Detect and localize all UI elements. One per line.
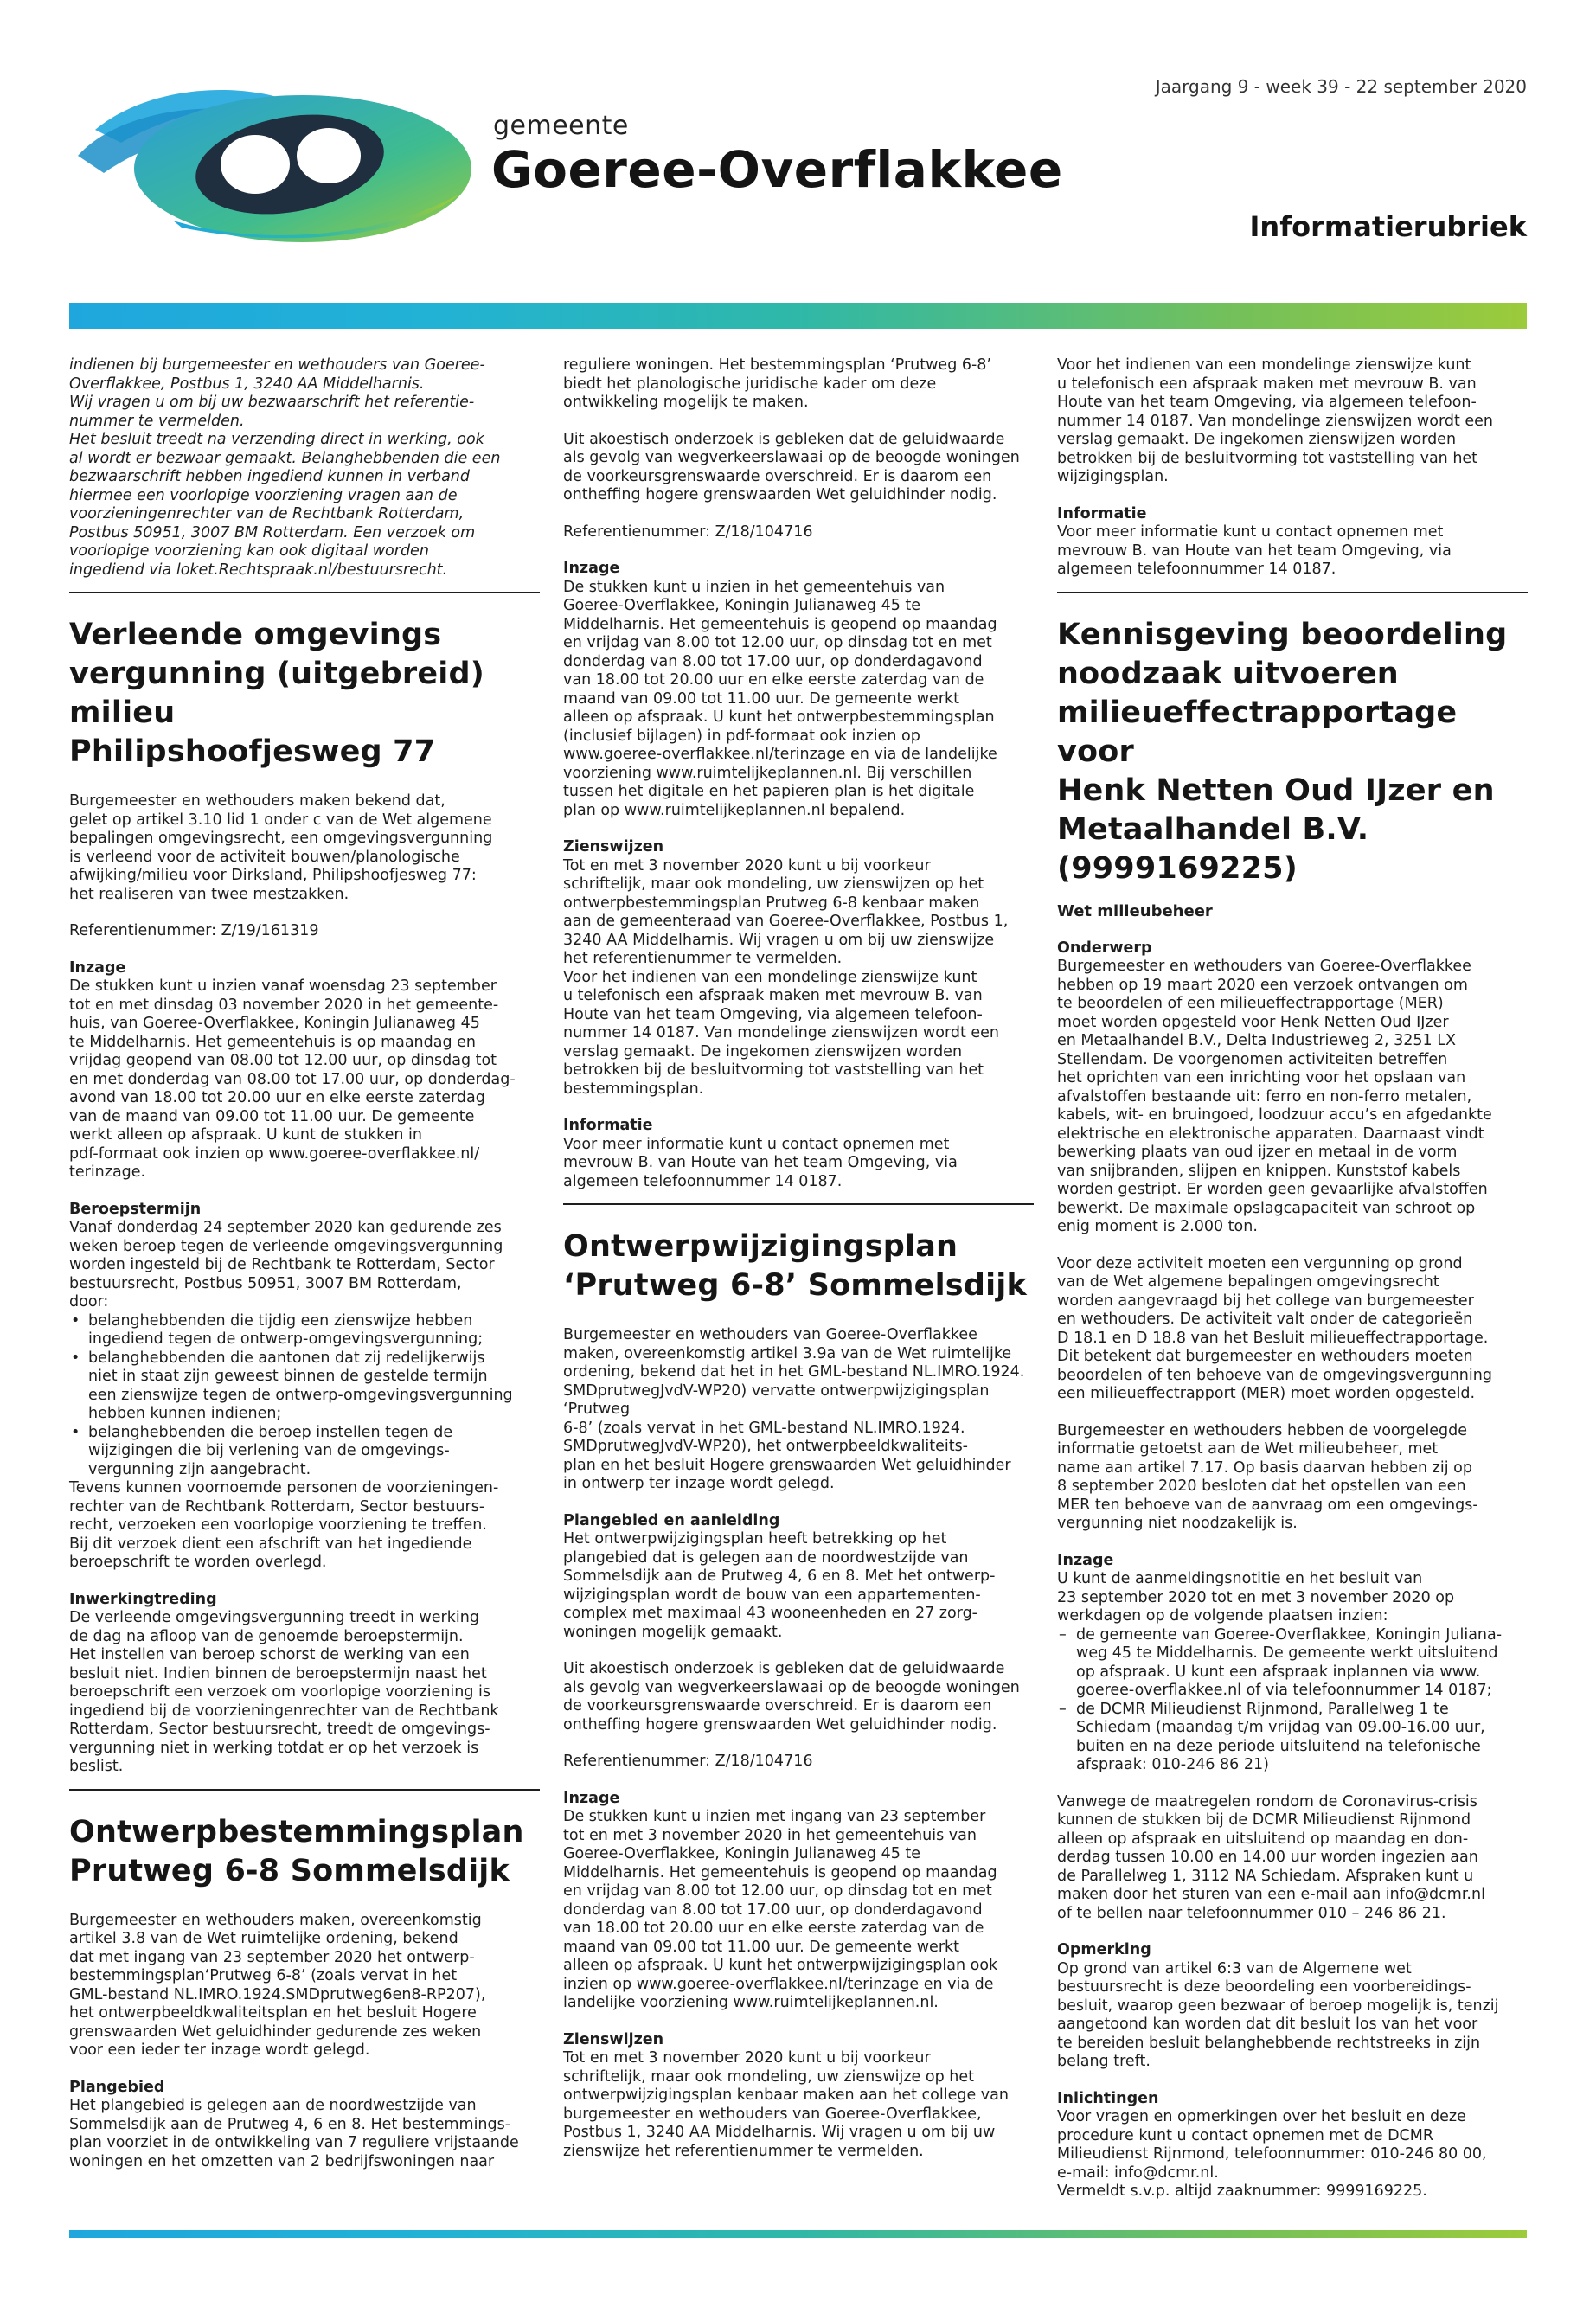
text-line: voorlopige voorziening kan ook digitaal worden (69, 542, 429, 560)
paragraph (1057, 1422, 1528, 1534)
text-line: van de Wet algemene bepalingen omgevingsrecht (1057, 1273, 1439, 1291)
subheading-plangebied: Plangebied (69, 2078, 165, 2096)
text-line: Schiedam (maandag t/m vrijdag van 09.00-16.00 uur, (1076, 1719, 1485, 1736)
article-heading (563, 1227, 1034, 1305)
article-heading (69, 616, 540, 772)
text-line: te Middelharnis. Het gemeentehuis is op maandag en (69, 1033, 477, 1051)
text-line: www.goeree-overflakkee.nl/terinzage en via de landelijke (563, 746, 997, 763)
text-line: rechter van de Rechtbank Rotterdam, Sector bestuurs- (69, 1497, 485, 1516)
subheading-beroepstermijn: Beroepstermijn (69, 1200, 202, 1218)
article-body (69, 1912, 540, 2061)
dash-marker: – (1059, 1625, 1067, 1644)
text-line: woningen mogelijk gemaakt. (563, 1623, 783, 1641)
text-line: Uit akoestisch onderzoek is gebleken dat de geluidwaarde (563, 1660, 1005, 1677)
text-line: ingediend via loket.Rechtspraak.nl/bestuursrecht. (69, 561, 448, 579)
text-line: kabels, wit- en bruingoed, loodzuur accu’s en afgedankte (1057, 1106, 1492, 1124)
text-line: ontheffing hogere grenswaarden Wet geluidhinder nodig. (563, 1715, 997, 1734)
text-line: buiten en na deze periode uitsluitend na telefonische (1076, 1737, 1481, 1755)
reference-number: Referentienummer: Z/18/104716 (563, 1753, 813, 1770)
text-line: een zienswijze tegen de ontwerp-omgevingsvergunning (88, 1386, 513, 1404)
text-line: plan op www.ruimtelijkeplannen.nl bepalend. (563, 801, 906, 819)
text-line: tot en met dinsdag 03 november 2020 in het gemeente- (69, 996, 499, 1014)
text-line: ‘Prutweg 6-8’ Sommelsdijk (563, 1268, 1027, 1303)
text-line: aangetoond kan worden dat dit besluit los van het voor (1057, 2016, 1478, 2033)
text-line: tot en met 3 november 2020 in het gemeentehuis van (563, 1826, 977, 1844)
section-title: Informatierubriek (1249, 210, 1527, 243)
subheading-plangebied: Plangebied en aanleiding (563, 1511, 780, 1529)
text-line: Burgemeester en wethouders van Goeree-Overflakkee (563, 1326, 977, 1343)
text-line: indienen bij burgemeester en wethouders van Goeree- (69, 356, 485, 374)
text-line: bestuursrecht, Postbus 50951, 3007 BM Rotterdam, (69, 1274, 462, 1292)
column-2 (563, 356, 1034, 2161)
text-line: Philipshoofjesweg 77 (69, 734, 436, 769)
text-line: u telefonisch een afspraak maken met mevrouw B. van (563, 987, 983, 1004)
text-line: zienswijze het referentienummer te vermelden. (563, 2142, 924, 2160)
text-line: belanghebbenden die aantonen dat zij redelijkerwijs (88, 1349, 485, 1367)
text-line: Voor meer informatie kunt u contact opnemen met (563, 1135, 950, 1153)
text-line: Tot en met 3 november 2020 kunt u bij voorkeur (563, 2049, 931, 2067)
text-line: 3240 AA Middelharnis. Wij vragen u om bij uw zienswijze (563, 931, 995, 949)
text-line: te beoordelen of een milieueffectrapportage (MER) (1057, 995, 1444, 1012)
text-line: werkt alleen op afspraak. U kunt de stukken in (69, 1126, 422, 1144)
opmerking-text (1057, 1960, 1528, 2072)
list-item (69, 1424, 540, 1480)
article-body (563, 1326, 1034, 1494)
subheading-zienswijzen: Zienswijzen (563, 838, 664, 856)
inzage-text (563, 579, 1034, 821)
text-line: 8 september 2020 besloten dat het opstellen van een (1057, 1477, 1466, 1495)
text-line: ingediend bij de voorzieningenrechter van de Rechtbank (69, 1702, 499, 1720)
text-line: beslist. (69, 1758, 124, 1775)
text-line: Rotterdam, Sector bestuursrecht, treedt de omgevings- (69, 1721, 490, 1738)
text-line: bestuursrecht is deze beoordeling een voorbereidings- (1057, 1978, 1471, 1996)
text-line: Middelharnis. Het gemeentehuis is geopend op maandag (563, 1863, 997, 1881)
intro-text (69, 356, 540, 580)
text-line: maken, overeenkomstig artikel 3.9a van de Wet ruimtelijke (563, 1344, 1012, 1362)
text-line: Burgemeester en wethouders maken, overeenkomstig (69, 1911, 482, 1929)
text-line: ontwerpbestemmingsplan Prutweg 6-8 kenbaar maken (563, 894, 980, 912)
text-line: al wordt er bezwaar gemaakt. Belanghebbenden die een (69, 449, 501, 467)
text-line: Burgemeester en wethouders maken bekend dat, (69, 792, 445, 810)
text-line: Voor het indienen van een mondelinge zienswijze kunt (563, 968, 977, 986)
text-line: (inclusief bijlagen) in pdf-formaat ook inzien op (563, 727, 920, 745)
text-line: Metaalhandel B.V. (9999169225) (1057, 811, 1369, 886)
text-line: U kunt de aanmeldingsnotitie en het besluit van (1057, 1570, 1423, 1587)
text-line: het ontwerpbeeldkwaliteitsplan en het besluit Hogere (69, 2004, 477, 2022)
text-line: en vrijdag van 8.00 tot 12.00 uur, op dinsdag tot en met (563, 634, 992, 651)
text-line: hebben op 19 maart 2020 een verzoek ontvangen om (1057, 976, 1468, 994)
text-line: SMDprutwegJvdV-WP20) vervatte ontwerpwijzigingsplan ‘Prutweg (563, 1381, 990, 1418)
dash-marker: – (1059, 1700, 1067, 1718)
text-line: derdag tussen 10.00 en 14.00 uur worden ingezien aan (1057, 1849, 1478, 1866)
article-subtitle: Wet milieubeheer (1057, 901, 1213, 920)
text-line: u telefonisch een afspraak maken met mevrouw B. van (1057, 375, 1477, 393)
text-line: van 18.00 tot 20.00 uur en elke eerste zaterdag van de (563, 671, 984, 689)
bullet-marker: • (71, 1349, 80, 1367)
text-line: Dit betekent dat burgemeester en wethouders moeten (1057, 1348, 1473, 1365)
text-line: de DCMR Milieudienst Rijnmond, Parallelweg 1 te (1076, 1700, 1449, 1718)
text-line: Voor het indienen van een mondelinge zienswijze kunt (1057, 356, 1471, 374)
text-line: algemeen telefoonnummer 14 0187. (563, 1172, 843, 1190)
text-line: SMDprutwegJvdV-WP20), het ontwerpbeeldkwaliteits- (563, 1438, 968, 1455)
inzage-text (1057, 1570, 1528, 1626)
text-line: 6-8’ (zoals vervat in het GML-bestand NL.IMRO.1924. (563, 1419, 965, 1437)
text-line: Vermeldt s.v.p. altijd zaaknummer: 9999169225. (1057, 2182, 1427, 2200)
text-line: belanghebbenden die beroep instellen tegen de (88, 1423, 453, 1441)
plangebied-text (69, 2097, 540, 2171)
text-line: landelijke voorziening www.ruimtelijkeplannen.nl. (563, 1994, 939, 2011)
text-line: Uit akoestisch onderzoek is gebleken dat de geluidwaarde (563, 430, 1005, 448)
bullet-marker: • (71, 1423, 80, 1441)
text-line: Burgemeester en wethouders van Goeree-Overflakkee (1057, 958, 1471, 975)
zienswijzen-text (563, 857, 1034, 1099)
subheading-inzage: Inzage (69, 958, 126, 977)
text-line: en Metaalhandel B.V., Delta Industrieweg 2, 3251 LX (1057, 1032, 1456, 1049)
text-line: schriftelijk, maar ook mondeling, uw zienswijzen op het (563, 875, 984, 893)
text-line: op afspraak. U kunt een afspraak inplannen via www. (1076, 1663, 1481, 1681)
text-line: Middelharnis. Het gemeentehuis is geopend op maandag (563, 615, 997, 633)
text-line: alleen op afspraak. U kunt het ontwerpbestemmingsplan (563, 708, 995, 726)
text-line: nummer 14 0187. Van mondelinge zienswijzen wordt een (563, 1024, 999, 1042)
text-line: informatie getoetst aan de Wet milieubeheer, met (1057, 1440, 1439, 1458)
text-line: ingediend tegen de ontwerp-omgevingsvergunning; (88, 1330, 484, 1348)
text-line: Het besluit treedt na verzending direct in werking, ook (69, 431, 484, 448)
text-line: besluit niet. Indien binnen de beroepstermijn naast het (69, 1664, 487, 1682)
text-line: pdf-formaat ook inzien op www.goeree-overflakkee.nl/ (69, 1144, 480, 1163)
noise-text (563, 1660, 1034, 1734)
text-line: huis, van Goeree-Overflakkee, Koningin Julianaweg 45 (69, 1015, 480, 1032)
text-line: Voor vragen en opmerkingen over het besluit en deze (1057, 2108, 1466, 2125)
text-line: Op grond van artikel 6:3 van de Algemene wet (1057, 1959, 1412, 1977)
text-line: GML-bestand NL.IMRO.1924.SMDprutweg6en8-RP207), (69, 1985, 486, 2003)
text-line: Goeree-Overflakkee, Koningin Julianaweg 45 te (563, 597, 921, 614)
text-line: een milieueffectrapport (MER) moet worden opgesteld. (1057, 1385, 1476, 1402)
text-line: plan en het besluit Hogere grenswaarden Wet geluidhinder (563, 1456, 1011, 1474)
text-line: verslag gemaakt. De ingekomen zienswijzen worden (1057, 431, 1457, 448)
text-line: maken door het sturen van een e-mail aan info@dcmr.nl (1057, 1886, 1485, 1903)
text-line: als gevolg van wegverkeerslawaai op de beoogde woningen (563, 1678, 1020, 1696)
municipality-logo (69, 74, 484, 251)
text-line: de dag na afloop van de genoemde beroepstermijn. (69, 1627, 464, 1645)
text-line: Postbus 1, 3240 AA Middelharnis. Wij vragen u om bij uw (563, 2124, 996, 2141)
text-line: of te bellen naar telefoonnummer 010 – 246 86 21. (1057, 1904, 1446, 1922)
list-item (1057, 1701, 1528, 1775)
text-line: bestemmingsplan. (563, 1080, 704, 1098)
text-line: Bij dit verzoek dient een afschrift van het ingediende (69, 1535, 472, 1553)
text-line: avond van 18.00 tot 20.00 uur en elke eerste zaterdag (69, 1089, 485, 1106)
text-line: de voorkeursgrenswaarde overschreid. Er is daarom een (563, 1697, 992, 1715)
text-line: Kennisgeving beoordeling (1057, 617, 1508, 652)
noise-text (563, 431, 1034, 505)
text-line: als gevolg van wegverkeerslawaai op de beoogde woningen (563, 449, 1020, 466)
text-line: afvalstoffen bestaande uit: ferro en non-ferro metalen, (1057, 1087, 1472, 1106)
text-line: schriftelijk, maar ook mondeling, uw zienswijze op het (563, 2067, 974, 2086)
text-line: Het ontwerpwijzigingsplan heeft betrekking op het (563, 1530, 947, 1548)
text-line: artikel 3.8 van de Wet ruimtelijke ordening, bekend (69, 1930, 458, 1947)
text-line: De stukken kunt u inzien met ingang van 23 september (563, 1808, 986, 1825)
informatie-text (1057, 523, 1528, 580)
article-heading (1057, 616, 1528, 888)
text-line: Tevens kunnen voornoemde personen de voorzieningen- (69, 1479, 499, 1497)
text-line: Goeree-Overflakkee, Koningin Julianaweg 45 te (563, 1845, 921, 1862)
text-line: niet in staat zijn geweest binnen de gestelde termijn (88, 1368, 488, 1385)
text-line: alleen op afspraak. U kunt het ontwerpwijzigingsplan ook (563, 1957, 998, 1974)
text-line: Sommelsdijk aan de Prutweg 4, 6 en 8. Met het ontwerp- (563, 1567, 996, 1585)
reference-number: Referentienummer: Z/19/161319 (69, 922, 319, 939)
list-item (1057, 1626, 1528, 1701)
text-line: weg 45 te Middelharnis. De gemeente werkt uitsluitend (1076, 1644, 1498, 1662)
text-line: Sommelsdijk aan de Prutweg 4, 6 en 8. Het bestemmings- (69, 2115, 511, 2133)
subheading-inzage: Inzage (1057, 1551, 1114, 1569)
text-line: de gemeente van Goeree-Overflakkee, Koningin Juliana- (1076, 1625, 1503, 1644)
text-line: het oprichten van een inrichting voor het opslaan van (1057, 1069, 1466, 1086)
continued-text (1057, 356, 1528, 487)
article-mer-beoordeling (1057, 593, 1528, 2202)
text-line: Voor meer informatie kunt u contact opnemen met (1057, 523, 1444, 541)
article-body (69, 792, 540, 904)
text-line: donderdag van 8.00 tot 17.00 uur, op donderdagavond (563, 652, 983, 670)
text-line: Burgemeester en wethouders hebben de voorgelegde (1057, 1421, 1468, 1439)
text-line: vergunning (uitgebreid) milieu (69, 657, 484, 730)
text-line: belanghebbenden die tijdig een zienswijze hebben (88, 1311, 473, 1330)
text-line: donderdag van 8.00 tot 17.00 uur, op donderdagavond (563, 1900, 983, 1919)
paragraph (1057, 1255, 1528, 1404)
list-item (69, 1349, 540, 1424)
text-line: beroepschrift te worden overlegd. (69, 1554, 327, 1571)
text-line: burgemeester en wethouders van Goeree-Overflakkee, (563, 2105, 982, 2123)
plangebied-text (563, 1530, 1034, 1642)
beroep-text (69, 1219, 540, 1312)
text-line: het referentienummer te vermelden. (563, 950, 843, 967)
text-line: ontheffing hogere grenswaarden Wet geluidhinder nodig. (563, 486, 997, 503)
text-line: Vanwege de maatregelen rondom de Coronavirus-crisis (1057, 1792, 1477, 1811)
column-1 (69, 356, 540, 2171)
text-line: wijzigingen die bij verlening van de omgevings- (88, 1442, 450, 1459)
reference-number: Referentienummer: Z/18/104716 (563, 522, 813, 541)
text-line: biedt het planologische juridische kader om deze (563, 375, 937, 393)
text-line: van de maand van 09.00 tot 11.00 uur. De gemeente (69, 1107, 475, 1125)
text-line: plangebied dat is gelegen aan de noordwestzijde van (563, 1548, 969, 1567)
text-line: voorziening www.ruimtelijkeplannen.nl. Bij verschillen (563, 764, 972, 782)
text-line: bewerking plaats van oud ijzer en metaal in de vorm (1057, 1144, 1458, 1161)
text-line: algemeen telefoonnummer 14 0187. (1057, 561, 1336, 578)
text-line: ontwikkeling mogelijk te maken. (563, 394, 809, 411)
text-line: voorzieningenrechter van de Rechtbank Rotterdam, (69, 505, 465, 522)
text-line: vergunning niet in werking totdat er op het verzoek is (69, 1739, 479, 1757)
text-line: hebben kunnen indienen; (88, 1405, 282, 1422)
text-line: e-mail: info@dcmr.nl. (1057, 2163, 1219, 2182)
text-line: goeree-overflakkee.nl of via telefoonnummer 14 0187; (1076, 1682, 1492, 1699)
text-line: gelet op artikel 3.10 lid 1 onder c van de Wet algemene (69, 811, 492, 829)
text-line: bepalingen omgevingsrecht, een omgevingsvergunning (69, 830, 493, 847)
text-line: inzien op www.goeree-overflakkee.nl/terinzage en via de (563, 1975, 994, 1993)
municipality-name: Goeree-Overflakkee (491, 140, 1063, 199)
text-line: Vanaf donderdag 24 september 2020 kan gedurende zes (69, 1219, 502, 1236)
text-line: vergunning zijn aangebracht. (88, 1460, 311, 1478)
text-line: alleen op afspraak en uitsluitend op maandag en don- (1057, 1830, 1469, 1848)
text-line: Overflakkee, Postbus 1, 3240 AA Middelharnis. (69, 375, 425, 393)
text-line: De stukken kunt u inzien in het gemeentehuis van (563, 578, 945, 596)
text-line: betrokken bij de besluitvorming tot vaststelling van het (1057, 449, 1478, 467)
informatie-text (563, 1136, 1034, 1192)
text-line: Houte van het team Omgeving, via algemeen telefoon- (563, 1005, 983, 1023)
text-line: Het plangebied is gelegen aan de noordwestzijde van (69, 2097, 477, 2114)
text-line: elektrische en elektronische apparaten. Daarnaast vindt (1057, 1125, 1484, 1143)
text-line: hiermee een voorlopige voorziening vragen aan de (69, 486, 458, 504)
text-line: woningen en het omzetten van 2 bedrijfswoningen naar (69, 2152, 495, 2170)
text-line: name aan artikel 7.17. Op basis daarvan hebben zij op (1057, 1458, 1472, 1477)
issue-date-line: Jaargang 9 - week 39 - 22 september 2020 (1155, 76, 1527, 97)
text-line: bezwaarschrift hebben ingediend kunnen in verband (69, 468, 471, 485)
text-line: milieueffectrapportage voor (1057, 695, 1458, 769)
article-omgevingsvergunning (69, 593, 540, 1777)
bullet-marker: • (71, 1311, 80, 1330)
text-line: Ontwerpbestemmingsplan (69, 1814, 524, 1849)
text-line: moet worden opgesteld voor Henk Netten Oud IJzer (1057, 1013, 1449, 1031)
text-line: procedure kunt u contact opnemen met de DCMR (1057, 2126, 1434, 2144)
text-line: Postbus 50951, 3007 BM Rotterdam. Een verzoek om (69, 523, 476, 542)
corona-text (1057, 1793, 1528, 1924)
header-gradient-bar (69, 303, 1527, 329)
text-line: plan voorziet in de ontwikkeling van 7 reguliere vrijstaande (69, 2134, 519, 2151)
text-line: De stukken kunt u inzien vanaf woensdag 23 september (69, 977, 497, 995)
text-line: afwijking/milieu voor Dirksland, Philipshoofjesweg 77: (69, 867, 477, 884)
text-line: Henk Netten Oud IJzer en (1057, 772, 1495, 808)
list-item (69, 1312, 540, 1349)
text-line: MER ten behoeve van de aanvraag om een omgevings- (1057, 1496, 1478, 1514)
text-line: maand van 09.00 tot 11.00 uur. De gemeente werkt (563, 1938, 960, 1956)
text-line: tussen het digitale en het papieren plan is het digitale (563, 783, 975, 800)
text-line: de voorkeursgrenswaarde overschreid. Er is daarom een (563, 467, 992, 485)
text-line: worden ingesteld bij de Rechtbank te Rotterdam, Sector (69, 1256, 495, 1273)
text-line: Wij vragen u om bij uw bezwaarschrift het referentie- (69, 394, 475, 411)
text-line: noodzaak uitvoeren (1057, 656, 1399, 691)
text-line: voor een ieder ter inzage wordt gelegd. (69, 2041, 370, 2059)
inzage-locations-list (1057, 1626, 1528, 1775)
onderwerp-text (1057, 958, 1528, 1237)
text-line: nummer te vermelden. (69, 412, 245, 430)
text-line: Verleende omgevings (69, 618, 442, 652)
text-line: wijzigingsplan wordt de bouw van een appartementen- (563, 1586, 981, 1604)
inzage-text (563, 1808, 1034, 2013)
text-line: kunnen de stukken bij de DCMR Milieudienst Rijnmond (1057, 1811, 1471, 1829)
inlichtingen-text (1057, 2108, 1528, 2202)
zienswijzen-text (563, 2049, 1034, 2161)
text-line: 23 september 2020 tot en met 3 november 2020 op (1057, 1588, 1455, 1606)
text-line: complex met maximaal 43 wooneenheden en 27 zorg- (563, 1605, 977, 1622)
inwerking-text (69, 1609, 540, 1777)
continued-text (563, 356, 1034, 413)
subheading-onderwerp: Onderwerp (1057, 939, 1152, 957)
text-line: beroepschrift een verzoek om voorlopige voorziening is (69, 1683, 491, 1701)
text-line: dat met ingang van 23 september 2020 het ontwerp- (69, 1948, 475, 1966)
text-line: maand van 09.00 tot 11.00 uur. De gemeente werkt (563, 689, 960, 708)
text-line: Tot en met 3 november 2020 kunt u bij voorkeur (563, 856, 931, 875)
text-line: Prutweg 6-8 Sommelsdijk (69, 1853, 510, 1888)
text-line: is verleend voor de activiteit bouwen/planologische (69, 848, 460, 866)
text-line: belang treft. (1057, 2053, 1151, 2070)
text-line: Houte van het team Omgeving, via algemeen telefoon- (1057, 394, 1477, 411)
article-ontwerpbestemmingsplan (69, 1791, 540, 2172)
text-line: bestemmingsplan‘Prutweg 6-8’ (zoals vervat in het (69, 1967, 458, 1984)
text-line: nummer 14 0187. Van mondelinge zienswijzen wordt een (1057, 412, 1493, 430)
text-line: besluit, waarop geen bezwaar of beroep mogelijk is, tenzij (1057, 1997, 1499, 2015)
text-line: Milieudienst Rijnmond, telefoonnummer: 010-246 80 00, (1057, 2145, 1487, 2163)
text-line: en met donderdag van 08.00 tot 17.00 uur, op donderdag- (69, 1070, 516, 1088)
subheading-inwerkingtreding: Inwerkingtreding (69, 1590, 217, 1608)
text-line: enig moment is 2.000 ton. (1057, 1218, 1258, 1235)
text-line: terinzage. (69, 1163, 146, 1181)
text-line: van 18.00 tot 20.00 uur en elke eerste zaterdag van de (563, 1920, 984, 1937)
text-line: in ontwerp ter inzage wordt gelegd. (563, 1475, 835, 1492)
text-line: weken beroep tegen de verleende omgevingsvergunning (69, 1237, 503, 1255)
subheading-inzage: Inzage (563, 560, 620, 577)
subheading-zienswijzen: Zienswijzen (563, 2030, 664, 2048)
article-heading (69, 1813, 540, 1891)
text-line: afspraak: 010-246 86 21) (1076, 1756, 1269, 1773)
text-line: de Parallelweg 1, 3112 NA Schiedam. Afspraken kunt u (1057, 1867, 1474, 1885)
subheading-opmerking: Opmerking (1057, 1941, 1151, 1958)
text-line: bewerkt. De maximale opslagcapaciteit van schroot op (1057, 1199, 1476, 1217)
text-line: werkdagen op de volgende plaatsen inzien: (1057, 1607, 1388, 1625)
text-line: beoordelen of ten behoeve van de omgevingsvergunning (1057, 1366, 1492, 1384)
text-line: mevrouw B. van Houte van het team Omgeving, via (563, 1154, 958, 1171)
text-line: aan de gemeenteraad van Goeree-Overflakkee, Postbus 1, (563, 913, 1009, 930)
text-line: Stellendam. De voorgenomen activiteiten betreffen (1057, 1050, 1448, 1068)
subheading-inlichtingen: Inlichtingen (1057, 2089, 1159, 2107)
text-line: worden aangevraagd bij het college van burgemeester (1057, 1292, 1474, 1310)
text-line: betrokken bij de besluitvorming tot vaststelling van het (563, 1061, 984, 1079)
text-line: reguliere woningen. Het bestemmingsplan ‘Prutweg 6-8’ (563, 356, 992, 374)
text-line: het realiseren van twee mestzakken. (69, 885, 349, 903)
text-line: vergunning niet noodzakelijk is. (1057, 1515, 1298, 1532)
subheading-informatie: Informatie (1057, 504, 1147, 522)
subheading-inzage: Inzage (563, 1789, 620, 1807)
text-line: grenswaarden Wet geluidhinder gedurende zes weken (69, 2022, 482, 2041)
text-line: van snijbranden, slijpen en knippen. Kunststof kabels (1057, 1162, 1461, 1180)
text-line: en vrijdag van 8.00 tot 12.00 uur, op dinsdag tot en met (563, 1882, 992, 1900)
inzage-text (69, 977, 540, 1183)
municipality-label: gemeente (493, 111, 629, 141)
subheading-informatie: Informatie (563, 1117, 653, 1134)
text-line: verslag gemaakt. De ingekomen zienswijzen worden (563, 1042, 963, 1061)
text-line: ontwerpwijzigingsplan kenbaar maken aan het college van (563, 2086, 1009, 2104)
beroep-list (69, 1312, 540, 1480)
article-ontwerpwijzigingsplan (563, 1205, 1034, 2161)
text-line: vrijdag geopend van 08.00 tot 12.00 uur, op dinsdag tot (69, 1052, 497, 1069)
text-line: wijzigingsplan. (1057, 468, 1169, 485)
text-line: door: (69, 1293, 109, 1311)
text-line: ordening, bekend dat het in het GML-bestand NL.IMRO.1924. (563, 1363, 1025, 1381)
column-3 (1057, 356, 1528, 2202)
text-line: Voor deze activiteit moeten een vergunning op grond (1057, 1254, 1463, 1272)
text-line: De verleende omgevingsvergunning treedt in werking (69, 1609, 479, 1626)
text-line: worden gestript. Er worden geen gevaarlijke afvalstoffen (1057, 1181, 1488, 1198)
text-line: Het instellen van beroep schorst de werking van een (69, 1646, 470, 1663)
text-line: D 18.1 en D 18.8 van het Besluit milieueffectrapportage. (1057, 1329, 1489, 1347)
footer-gradient-bar (69, 2230, 1527, 2238)
text-line: mevrouw B. van Houte van het team Omgeving, via (1057, 542, 1452, 560)
text-line: Ontwerpwijzigingsplan (563, 1229, 958, 1264)
text-line: recht, verzoeken een voorlopige voorziening te treffen. (69, 1516, 487, 1534)
text-line: te bereiden besluit belanghebbende rechtstreeks in zijn (1057, 2034, 1481, 2052)
text-line: en wethouders. De activiteit valt onder de categorieën (1057, 1311, 1473, 1328)
beroep-text-2 (69, 1479, 540, 1573)
